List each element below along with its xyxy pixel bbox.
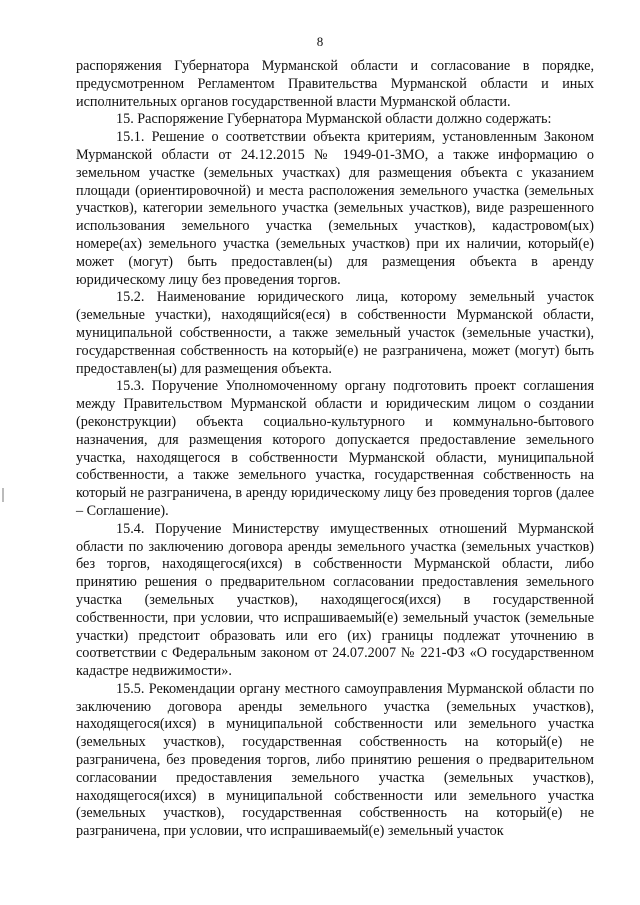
paragraph-continuation: распоряжения Губернатора Мурманской области и согласование в порядке, предусмотренном Регламентом Правительства Мурманской области и иных исполнительных органов государственной власти Мурманской области. bbox=[76, 58, 594, 110]
paragraph-15-1: 15.1. Решение о соответствии объекта критериям, установленным Законом Мурманской области от 24.12.2015 № 1949-01-ЗМО, а также информацию о земельном участке (земельных участках) для размещения объекта с указанием площади (ориентировочной) и места расположения земельного участка (земельных участков), категории земельного участка (земельных участков), виде разрешенного использования земельного участка (земельных участков), кадастровом(ых) номере(ах) земельного участка (земельных участков) при их наличии, который(е) может (могут) быть предоставлен(ы) для размещения объекта в аренду юридическому лицу без проведения торгов. bbox=[76, 129, 594, 288]
paragraph-15: 15. Распоряжение Губернатора Мурманской области должно содержать: bbox=[116, 111, 552, 128]
paragraph-15-5: 15.5. Рекомендации органу местного самоуправления Мурманской области по заключению договора аренды земельного участка (земельных участков), находящегося(ихся) в муниципальной собственности или земельного участка (земельных участков), государственная собственность на который(е) не разграничена, без проведения торгов, либо принятию решения о предварительном согласовании предоставления земельного участка (земельных участков), находящегося(ихся) в муниципальной собственности или земельного участка (земельных участков), государственная собственность на который(е) не разграничена, при условии, что испрашиваемый(е) земельный участок bbox=[76, 680, 594, 840]
paragraph-15-2: 15.2. Наименование юридического лица, которому земельный участок (земельные участки), находящийся(еся) в собственности Мурманской области, муниципальной собственности, а также земельный участок (земельные участки), государственная собственность на который(е) не разграничена, может (могут) быть предоставлен(ы) для размещения объекта. bbox=[76, 289, 594, 377]
page-number: 8 bbox=[316, 34, 324, 49]
document-body bbox=[76, 58, 594, 841]
paragraph-15-4: 15.4. Поручение Министерству имущественных отношений Мурманской области по заключению договора аренды земельного участка (земельных участков) без торгов, находящегося(ихся) в собственности Мурманской области, либо принятию решения о предварительном согласовании предоставления земельного участка (земельных участков), находящегося(ихся) в государственной собственности, при условии, что испрашиваемый(е) земельный участок (земельные участки) предстоит образовать или его (их) границы подлежат уточнению в соответствии с Федеральным законом от 24.07.2007 № 221-ФЗ «О государственном кадастре недвижимости». bbox=[76, 520, 594, 680]
paragraph-15-3: 15.3. Поручение Уполномоченному органу подготовить проект соглашения между Правительством Мурманской области и юридическим лицом о создании (реконструкции) объекта социально-культурного и коммунально-бытового назначения, для размещения которого допускается предоставление земельного участка, находящегося в собственности Мурманской области, муниципальной собственности, а также земельного участка, государственная собственность на который не разграничена, в аренду юридическому лицу без проведения торгов (далее – Соглашение). bbox=[76, 378, 594, 519]
margin-mark bbox=[2, 488, 4, 502]
